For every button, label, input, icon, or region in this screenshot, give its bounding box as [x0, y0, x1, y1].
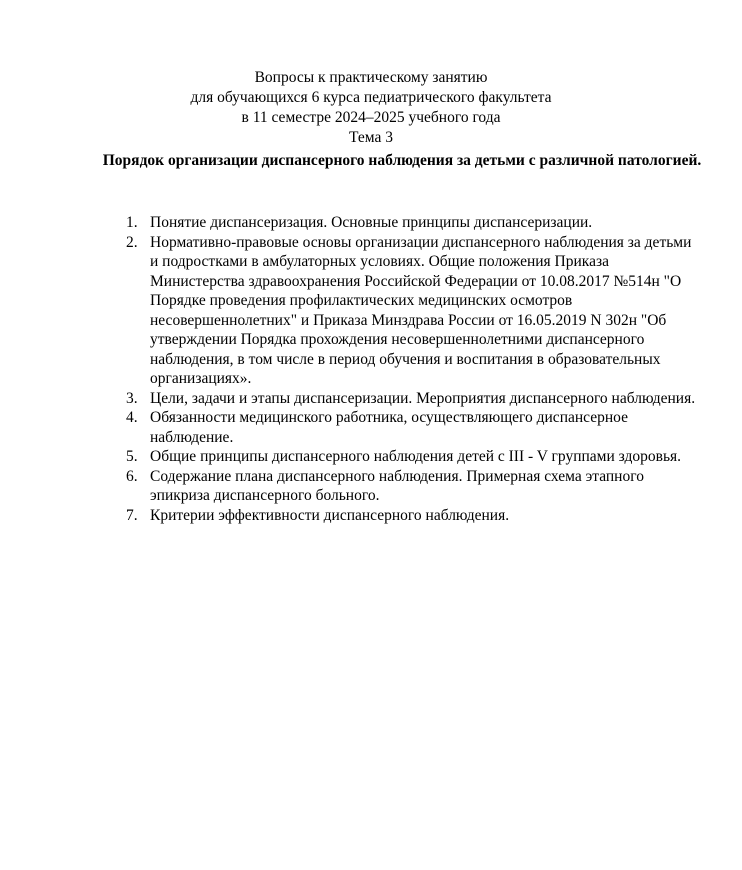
list-item-number: 5.	[126, 448, 138, 465]
list-item	[122, 213, 702, 233]
list-item	[122, 389, 702, 409]
document-header	[0, 68, 742, 148]
list-item-number: 1.	[126, 214, 138, 231]
list-item-text: Содержание плана диспансерного наблюдения. Примерная схема этапного эпикриза диспансерного больного.	[150, 467, 644, 504]
list-item	[122, 467, 702, 506]
list-item-number: 4.	[126, 409, 138, 426]
list-item-text: Критерии эффективности диспансерного наблюдения.	[150, 506, 510, 524]
list-item-text: Общие принципы диспансерного наблюдения детей с III - V группами здоровья.	[150, 448, 682, 465]
header-line-2: для обучающихся 6 курса педиатрического факультета	[190, 89, 552, 106]
list-item-text: Обязанности медицинского работника, осуществляющего диспансерное наблюдение.	[150, 409, 628, 446]
list-item	[122, 506, 702, 526]
list-item-number: 3.	[126, 389, 138, 407]
list-item-number: 6.	[126, 467, 138, 485]
list-item-text: Нормативно-правовые основы организации диспансерного наблюдения за детьми и подростками в амбулаторных условиях. Общие положения Приказа Министерства здравоохранения Российской Федерации от 10.08.2017 №514н "О Порядке проведения профилактических медицинских осмотров несовершеннолетних" и Приказа Минздрава России от 16.05.2019 N 302н "Об утверждении Порядка прохождения несовершеннолетними диспансерного наблюдения, в том числе в период обучения и воспитания в образовательных организациях».	[150, 233, 692, 387]
list-item-number: 2.	[126, 233, 138, 251]
question-list	[122, 213, 702, 525]
header-topic-number: Тема 3	[349, 129, 393, 146]
header-line-1: Вопросы к практическому занятию	[254, 69, 488, 86]
list-item-text: Понятие диспансеризация. Основные принципы диспансеризации.	[150, 214, 593, 231]
topic-title: Порядок организации диспансерного наблюдения за детьми с различной патологией.	[102, 152, 702, 169]
list-item-number: 7.	[126, 506, 138, 524]
list-item	[122, 408, 702, 447]
header-line-3: в 11 семестре 2024–2025 учебного года	[241, 109, 501, 126]
list-item	[122, 233, 702, 389]
list-item-text: Цели, задачи и этапы диспансеризации. Мероприятия диспансерного наблюдения.	[150, 389, 696, 407]
list-item	[122, 447, 702, 467]
